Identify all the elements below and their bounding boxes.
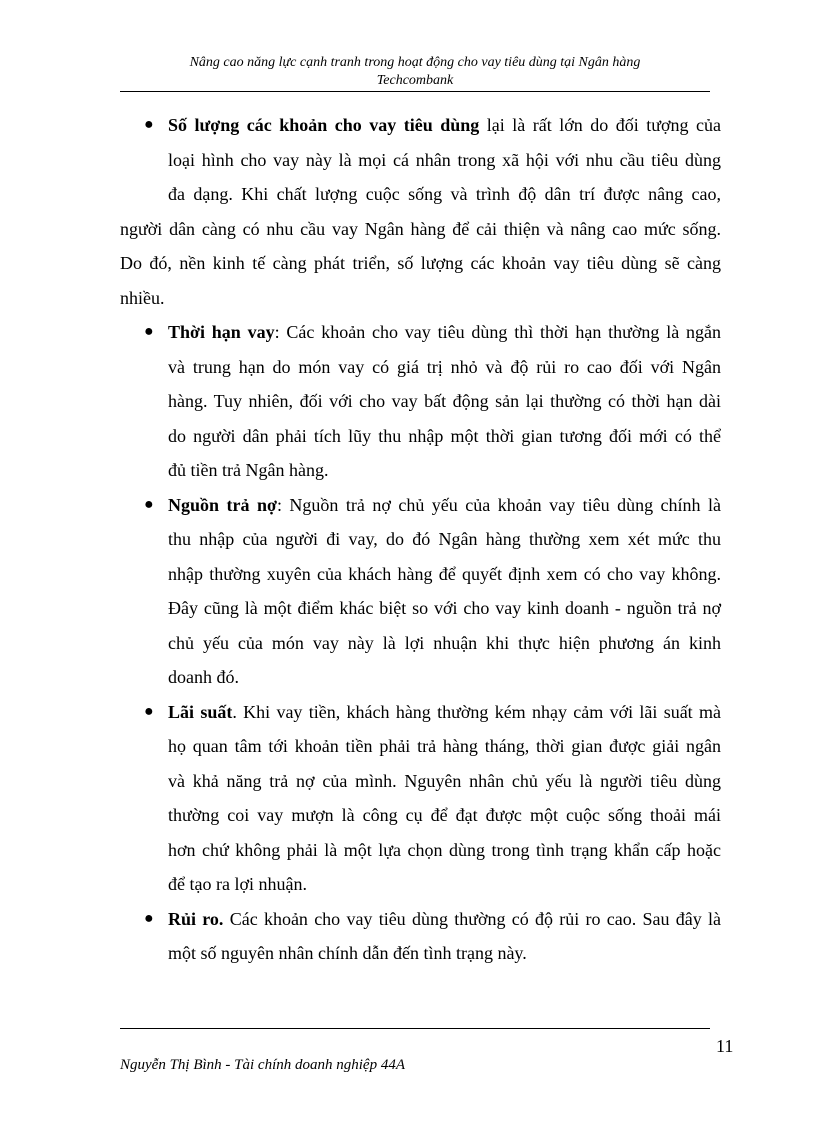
item-text: : Các khoản cho vay tiêu dùng thì thời hạn thường là ngắn [274, 322, 721, 342]
item-line: doanh đó. [168, 667, 239, 687]
item-line [120, 695, 721, 730]
footer-divider [120, 1028, 710, 1029]
item-line: đa dạng. Khi chất lượng cuộc sống và trình độ dân trí được nâng cao, [168, 184, 721, 204]
bullet-icon: ● [144, 495, 154, 513]
item-line: nhiều. [120, 287, 165, 308]
bullet-item-interest-rate [120, 695, 721, 902]
header-divider [120, 91, 710, 92]
item-line: loại hình cho vay này là mọi cá nhân trong xã hội với nhu cầu tiêu dùng [168, 149, 721, 170]
item-line [120, 488, 721, 523]
item-title: Lãi suất [168, 701, 233, 722]
item-title: Số lượng các khoản cho vay tiêu dùng [168, 115, 480, 135]
item-line: chủ yếu của món vay này là lợi nhuận khi thực hiện phương án kinh [168, 632, 721, 653]
item-title: Nguồn trả nợ [168, 494, 277, 515]
document-body [120, 108, 721, 971]
page-number: 11 [716, 1036, 734, 1056]
page-header [120, 54, 710, 90]
item-text: lại là rất lớn do đối tượng của [479, 115, 721, 135]
item-line: người dân càng có nhu cầu vay Ngân hàng để cải thiện và nâng cao mức sống. [120, 218, 721, 239]
item-title: Rủi ro. [168, 908, 224, 929]
item-line: họ quan tâm tới khoản tiền phải trả hàng tháng, thời gian được giải ngân [168, 736, 721, 756]
item-line [120, 108, 721, 143]
item-line: để tạo ra lợi nhuận. [168, 874, 307, 894]
footer-author: Nguyễn Thị Bình - Tài chính doanh nghiệp 44A [120, 1057, 405, 1073]
item-line: đủ tiền trả Ngân hàng. [168, 460, 329, 480]
bullet-item-term [120, 315, 721, 488]
bullet-item-repayment-source [120, 488, 721, 695]
bullet-icon: ● [144, 323, 154, 340]
item-line: hơn chứ không phải là một lựa chọn dùng trong tình trạng khẩn cấp hoặc [168, 839, 721, 860]
item-text: Các khoản cho vay tiêu dùng thường có độ rủi ro cao. Sau đây là [223, 908, 721, 929]
item-line: nhập thường xuyên của khách hàng để quyết định xem có cho vay không. [168, 563, 721, 584]
item-line: một số nguyên nhân chính dẫn đến tình trạng này. [168, 943, 527, 963]
bullet-item-quantity [120, 108, 721, 315]
item-text: . Khi vay tiền, khách hàng thường kém nhạy cảm với lãi suất mà [232, 701, 721, 722]
header-line-1: Nâng cao năng lực cạnh tranh trong hoạt động cho vay tiêu dùng tại Ngân hàng [189, 55, 641, 70]
item-line: do người dân phải tích lũy thu nhập một thời gian tương đối mới có thể [168, 425, 721, 446]
item-line: thu nhập của người đi vay, do đó Ngân hàng thường xem xét mức thu [168, 529, 721, 549]
item-line: Đây cũng là một điểm khác biệt so với cho vay kinh doanh - nguồn trả nợ [168, 598, 721, 618]
item-line: hàng. Tuy nhiên, đối với cho vay bất động sản lại thường có thời hạn dài [168, 391, 721, 411]
item-line [120, 315, 721, 350]
bullet-icon: ● [144, 116, 154, 133]
item-line: và trung hạn do món vay có giá trị nhỏ và độ rủi ro cao đối với Ngân [168, 356, 721, 377]
item-title: Thời hạn vay [168, 322, 275, 342]
item-text: : Nguồn trả nợ chủ yếu của khoản vay tiêu dùng chính là [276, 494, 721, 515]
item-line: Do đó, nền kinh tế càng phát triển, số lượng các khoản vay tiêu dùng sẽ càng [120, 253, 721, 273]
header-line-2: Techcombank [376, 73, 454, 88]
item-line: và khả năng trả nợ của mình. Nguyên nhân chủ yếu là người tiêu dùng [168, 770, 721, 791]
item-line [120, 902, 721, 937]
bullet-icon: ● [144, 909, 154, 927]
bullet-item-risk [120, 902, 721, 971]
bullet-icon: ● [144, 702, 154, 720]
item-line: thường coi vay mượn là công cụ để đạt được một cuộc sống thoải mái [168, 805, 721, 825]
